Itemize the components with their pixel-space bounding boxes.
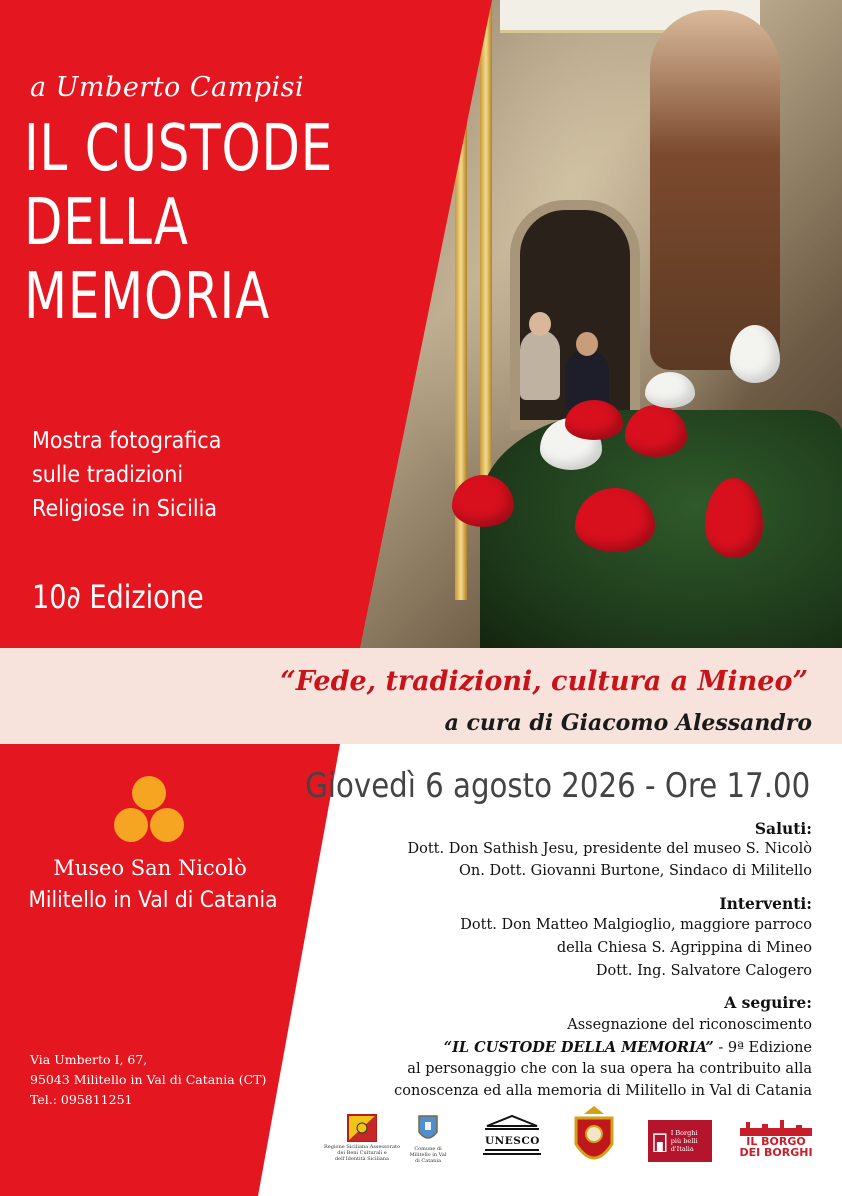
comune-caption: Comune di Militello in Val di Catania [409,1146,447,1164]
coat-of-arms-icon [417,1114,439,1144]
museum-name: Museo San Nicolò [53,856,247,880]
saluti-heading: Saluti: [754,819,812,838]
saluti-line: On. Dott. Giovanni Burtone, Sindaco di Militello [459,863,812,879]
a-seguire-line: Assegnazione del riconoscimento [567,1017,812,1033]
address-line: 95043 Militello in Val di Catania (CT) [30,1072,267,1087]
ecclesiastical-crest [568,1104,620,1174]
museum-logo [110,776,190,848]
saluti-line: Dott. Don Sathish Jesu, presidente del museo S. Nicolò [407,841,812,857]
interventi-line: Dott. Don Matteo Malgioglio, maggiore parroco [460,917,812,933]
event-date: Giovedì 6 agosto 2026 - Ore 17.00 [304,766,810,806]
borghi-badge [648,1120,712,1162]
address-line: Via Umberto I, 67, [30,1052,148,1067]
title-line: DELLA [24,186,189,260]
award-suffix: - 9ª Edizione [713,1040,812,1056]
unesco-logo [482,1114,542,1162]
interventi-line: Dott. Ing. Salvatore Calogero [595,963,812,979]
trinacria-icon [347,1114,377,1142]
interventi-heading: Interventi: [719,894,812,913]
edition-label: 10∂ Edizione [32,578,204,616]
page-title [24,112,333,334]
subtitle-line: Mostra fotografica [32,428,222,454]
title-line: IL CUSTODE [24,112,334,186]
award-line [444,1039,812,1056]
borghi-label: I Borghi più belli d'Italia [670,1129,698,1153]
subtitle-line: sulle tradizioni [32,462,184,488]
tower-icon [652,1130,668,1152]
exhibition-theme: “Fede, tradizioni, cultura a Mineo” [280,666,808,697]
borghi-italia-logo [648,1120,712,1162]
interventi-line: della Chiesa S. Agrippina di Mineo [556,940,812,956]
a-seguire-line: al personaggio che con la sua opera ha contribuito alla [407,1061,812,1077]
phone-line: Tel.: 095811251 [30,1092,133,1107]
borgo-dei-borghi-logo [738,1118,814,1158]
unesco-label: UNESCO [485,1135,540,1147]
skyline-icon [740,1118,812,1136]
subtitle-line: Religiose in Sicilia [32,496,218,522]
subtitle [32,424,221,526]
a-seguire-line: conoscenza ed alla memoria di Militello in Val di Catania [394,1083,812,1099]
comune-militello-logo [408,1114,448,1164]
a-seguire-heading: A seguire: [724,993,812,1012]
regione-caption: Regione Siciliana Assessorato dei Beni Culturali e dell'Identità Siciliana [324,1144,400,1162]
curator: a cura di Giacomo Alessandro [444,710,812,736]
crest-icon [570,1104,618,1174]
borgo-bottom: DEI BORGHI [739,1146,813,1159]
regione-siciliana-logo [322,1114,402,1162]
borgo-top: IL BORGO [746,1135,806,1148]
title-line: MEMORIA [24,260,270,334]
dedication: a Umberto Campisi [30,72,305,103]
museum-city: Militello in Val di Catania [28,888,278,913]
award-title: “IL CUSTODE DELLA MEMORIA” [443,1039,714,1056]
